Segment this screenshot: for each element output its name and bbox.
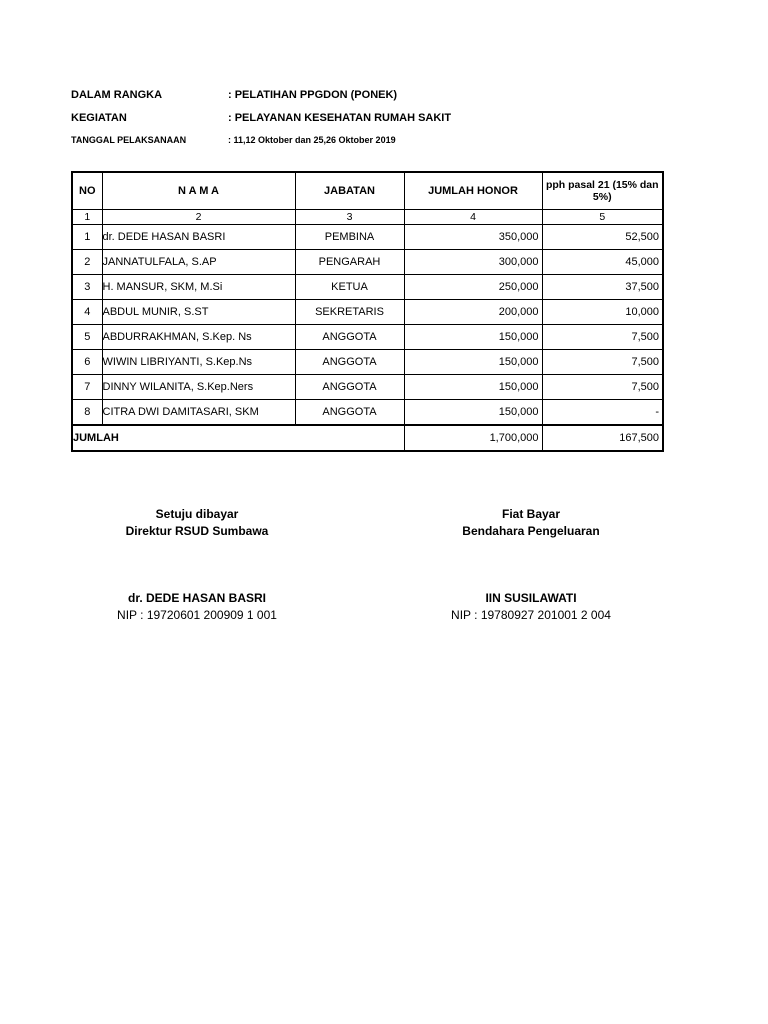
signature-right-name-block — [381, 590, 681, 624]
cell-honor: 200,000 — [404, 300, 542, 325]
cell-jabatan: PENGARAH — [295, 250, 404, 275]
total-row — [72, 425, 663, 451]
cell-no: 8 — [72, 400, 102, 426]
cell-no: 5 — [72, 325, 102, 350]
total-honor: 1,700,000 — [404, 425, 542, 451]
cell-no: 3 — [72, 275, 102, 300]
cell-nama: dr. DEDE HASAN BASRI — [102, 225, 295, 250]
col-header-honor: JUMLAH HONOR — [404, 172, 542, 210]
honor-table — [71, 171, 664, 452]
column-index: 2 — [102, 210, 295, 225]
col-header-nama: N A M A — [102, 172, 295, 210]
cell-no: 7 — [72, 375, 102, 400]
cell-pph: 45,000 — [542, 250, 663, 275]
table-row — [72, 325, 663, 350]
cell-no: 6 — [72, 350, 102, 375]
total-label: JUMLAH — [72, 425, 404, 451]
cell-nama: CITRA DWI DAMITASARI, SKM — [102, 400, 295, 426]
cell-honor: 250,000 — [404, 275, 542, 300]
cell-pph: 7,500 — [542, 375, 663, 400]
sig-position: Direktur RSUD Sumbawa — [125, 524, 269, 538]
cell-jabatan: SEKRETARIS — [295, 300, 404, 325]
table-row — [72, 400, 663, 426]
total-pph: 167,500 — [542, 425, 663, 451]
cell-pph: 7,500 — [542, 350, 663, 375]
cell-pph: 37,500 — [542, 275, 663, 300]
cell-no: 2 — [72, 250, 102, 275]
cell-no: 1 — [72, 225, 102, 250]
signature-left — [47, 506, 347, 540]
cell-pph: 10,000 — [542, 300, 663, 325]
sig-nip: NIP : 19720601 200909 1 001 — [117, 608, 277, 622]
signature-right — [381, 506, 681, 540]
cell-nama: DINNY WILANITA, S.Kep.Ners — [102, 375, 295, 400]
cell-honor: 150,000 — [404, 375, 542, 400]
meta-label: DALAM RANGKA — [71, 89, 163, 101]
table-row — [72, 375, 663, 400]
meta-value: : 11,12 Oktober dan 25,26 Oktober 2019 — [228, 135, 396, 145]
sig-name: IIN SUSILAWATI — [485, 591, 577, 605]
cell-pph: - — [542, 400, 663, 426]
cell-pph: 7,500 — [542, 325, 663, 350]
sig-name: dr. DEDE HASAN BASRI — [127, 591, 267, 605]
cell-jabatan: PEMBINA — [295, 225, 404, 250]
cell-honor: 150,000 — [404, 400, 542, 426]
cell-jabatan: ANGGOTA — [295, 350, 404, 375]
sig-position: Bendahara Pengeluaran — [462, 524, 600, 538]
column-index: 3 — [295, 210, 404, 225]
table-row — [72, 300, 663, 325]
column-index: 1 — [72, 210, 102, 225]
column-index: 4 — [404, 210, 542, 225]
cell-honor: 150,000 — [404, 325, 542, 350]
cell-nama: H. MANSUR, SKM, M.Si — [102, 275, 295, 300]
meta-label: TANGGAL PELAKSANAAN — [71, 135, 187, 145]
cell-jabatan: ANGGOTA — [295, 325, 404, 350]
cell-no: 4 — [72, 300, 102, 325]
sig-approval-text: Fiat Bayar — [501, 507, 561, 521]
col-header-no: NO — [72, 172, 102, 210]
signature-left-name-block — [47, 590, 347, 624]
table-header-row — [72, 172, 663, 210]
meta-value: : PELAYANAN KESEHATAN RUMAH SAKIT — [228, 112, 452, 124]
table-row — [72, 225, 663, 250]
column-index: 5 — [542, 210, 663, 225]
cell-nama: ABDUL MUNIR, S.ST — [102, 300, 295, 325]
cell-jabatan: ANGGOTA — [295, 375, 404, 400]
col-header-jabatan: JABATAN — [295, 172, 404, 210]
sig-approval-text: Setuju dibayar — [155, 507, 239, 521]
column-index-row — [72, 210, 663, 225]
cell-jabatan: KETUA — [295, 275, 404, 300]
cell-jabatan: ANGGOTA — [295, 400, 404, 426]
meta-value: : PELATIHAN PPGDON (PONEK) — [228, 89, 398, 101]
table-row — [72, 275, 663, 300]
sig-nip: NIP : 19780927 201001 2 004 — [451, 608, 611, 622]
cell-honor: 150,000 — [404, 350, 542, 375]
cell-honor: 350,000 — [404, 225, 542, 250]
col-header-pph: pph pasal 21 (15% dan 5%) — [542, 172, 663, 210]
cell-nama: JANNATULFALA, S.AP — [102, 250, 295, 275]
table-row — [72, 350, 663, 375]
table-row — [72, 250, 663, 275]
cell-nama: WIWIN LIBRIYANTI, S.Kep.Ns — [102, 350, 295, 375]
cell-honor: 300,000 — [404, 250, 542, 275]
cell-pph: 52,500 — [542, 225, 663, 250]
cell-nama: ABDURRAKHMAN, S.Kep. Ns — [102, 325, 295, 350]
meta-label: KEGIATAN — [71, 112, 127, 124]
